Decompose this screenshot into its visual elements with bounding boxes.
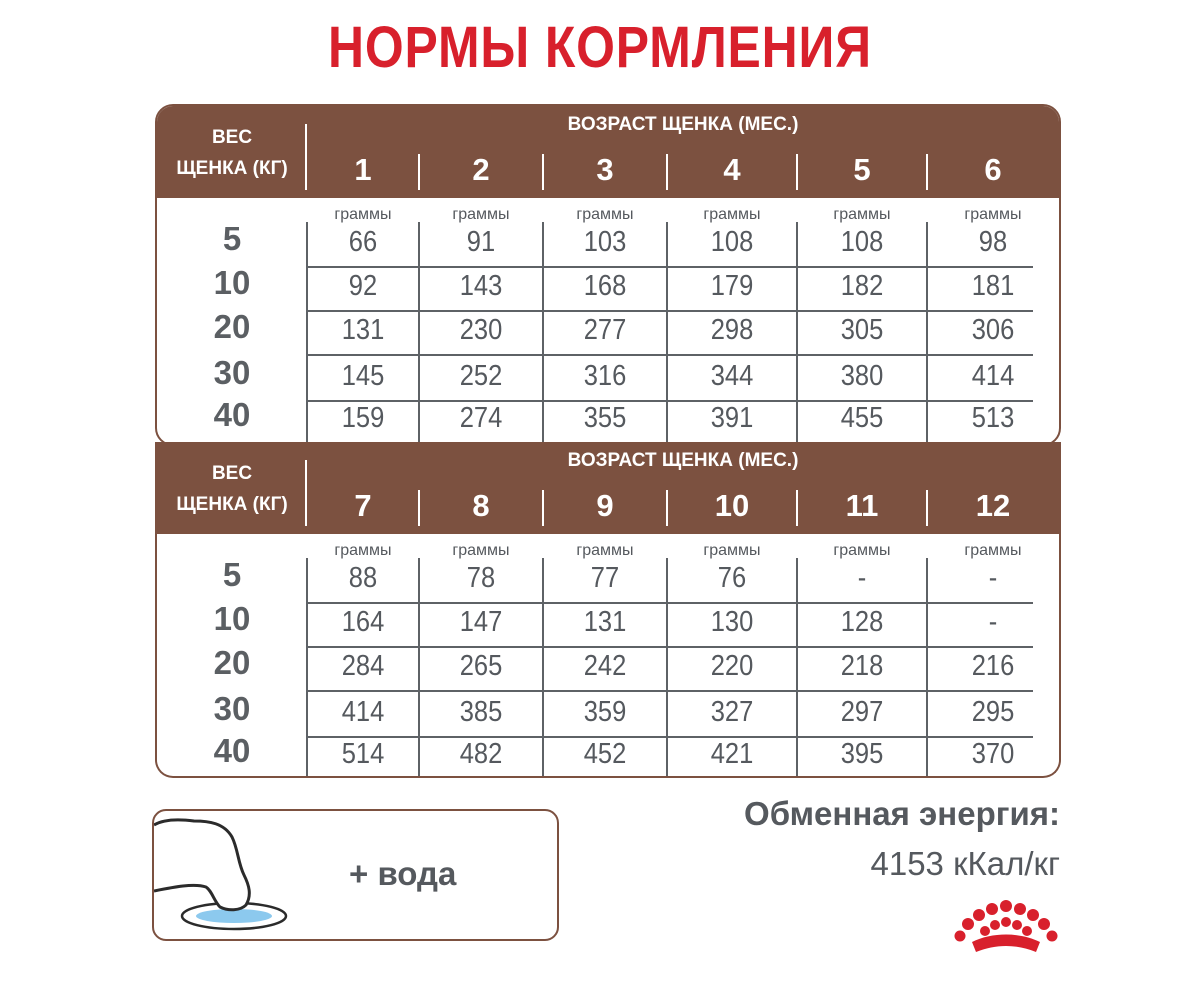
value-cell: 78 bbox=[466, 562, 496, 594]
unit-label: граммы bbox=[334, 542, 392, 559]
value-cell: 482 bbox=[459, 738, 503, 770]
value-cell: 305 bbox=[840, 314, 884, 346]
water-label: + вода bbox=[349, 855, 457, 892]
column-divider bbox=[796, 222, 798, 444]
value-cell: 316 bbox=[583, 360, 627, 392]
month-header-row bbox=[307, 150, 1059, 190]
month-divider bbox=[666, 154, 668, 190]
value-cell: 181 bbox=[971, 270, 1015, 302]
value-cell: 92 bbox=[348, 270, 378, 302]
row-divider bbox=[307, 354, 1033, 356]
value-cell: 252 bbox=[459, 360, 503, 392]
month-divider bbox=[418, 154, 420, 190]
weight-header-line-1: ВЕС bbox=[211, 127, 253, 148]
weight-cell: 20 bbox=[213, 308, 251, 345]
weight-cell: 30 bbox=[213, 354, 251, 391]
month-divider bbox=[542, 490, 544, 526]
value-cell: 91 bbox=[466, 226, 496, 258]
unit-label: граммы bbox=[334, 206, 392, 223]
column-divider bbox=[926, 558, 928, 776]
month-divider bbox=[796, 490, 798, 526]
value-cell: 391 bbox=[710, 402, 754, 434]
column-divider bbox=[926, 222, 928, 444]
value-cell: 355 bbox=[583, 402, 627, 434]
month-label: 6 bbox=[984, 152, 1002, 187]
value-cell: 220 bbox=[710, 650, 754, 682]
row-divider bbox=[307, 266, 1033, 268]
royal-canin-crown-logo bbox=[952, 898, 1060, 958]
month-label: 9 bbox=[596, 488, 614, 523]
weight-header-line-2: ЩЕНКА (КГ) bbox=[176, 158, 288, 179]
unit-label: граммы bbox=[833, 206, 891, 223]
value-cell: 395 bbox=[840, 738, 884, 770]
value-cell: 77 bbox=[590, 562, 620, 594]
value-cell: 168 bbox=[583, 270, 627, 302]
weight-cell: 40 bbox=[213, 396, 251, 433]
weight-cell: 5 bbox=[222, 220, 242, 257]
value-cell: 514 bbox=[341, 738, 385, 770]
weight-cell: 30 bbox=[213, 690, 251, 727]
value-cell: 179 bbox=[710, 270, 754, 302]
value-cell: 297 bbox=[840, 696, 884, 728]
weight-cell: 5 bbox=[222, 556, 242, 593]
weight-cell: 40 bbox=[213, 732, 251, 769]
month-divider bbox=[926, 154, 928, 190]
value-cell: 452 bbox=[583, 738, 627, 770]
value-cell: 88 bbox=[348, 562, 378, 594]
value-cell: 380 bbox=[840, 360, 884, 392]
month-header-row bbox=[307, 486, 1059, 526]
value-cell: 103 bbox=[583, 226, 627, 258]
value-cell: 242 bbox=[583, 650, 627, 682]
energy-label: Обменная энергия: bbox=[744, 795, 1060, 832]
month-divider bbox=[418, 490, 420, 526]
value-cell: 306 bbox=[971, 314, 1015, 346]
table-header bbox=[157, 106, 1059, 198]
row-divider bbox=[307, 310, 1033, 312]
column-divider bbox=[418, 558, 420, 776]
unit-label: граммы bbox=[452, 206, 510, 223]
value-cell: 230 bbox=[459, 314, 503, 346]
unit-label: граммы bbox=[452, 542, 510, 559]
row-divider bbox=[307, 400, 1033, 402]
value-cell: - bbox=[988, 562, 998, 594]
unit-label: граммы bbox=[703, 542, 761, 559]
value-cell: - bbox=[988, 606, 998, 638]
month-divider bbox=[666, 490, 668, 526]
weight-header bbox=[157, 122, 307, 184]
column-divider bbox=[796, 558, 798, 776]
value-cell: 108 bbox=[710, 226, 754, 258]
value-cell: 455 bbox=[840, 402, 884, 434]
month-label: 7 bbox=[354, 488, 372, 523]
value-cell: 370 bbox=[971, 738, 1015, 770]
value-cell: 98 bbox=[978, 226, 1008, 258]
value-cell: - bbox=[857, 562, 867, 594]
value-cell: 147 bbox=[459, 606, 503, 638]
value-cell: 131 bbox=[583, 606, 627, 638]
month-label: 12 bbox=[975, 488, 1011, 523]
column-divider bbox=[542, 222, 544, 444]
unit-label: граммы bbox=[576, 206, 634, 223]
value-cell: 218 bbox=[840, 650, 884, 682]
value-cell: 385 bbox=[459, 696, 503, 728]
unit-label: граммы bbox=[964, 206, 1022, 223]
weight-cell: 20 bbox=[213, 644, 251, 681]
value-cell: 298 bbox=[710, 314, 754, 346]
column-divider bbox=[666, 222, 668, 444]
month-label: 8 bbox=[472, 488, 490, 523]
value-cell: 414 bbox=[341, 696, 385, 728]
value-cell: 164 bbox=[341, 606, 385, 638]
month-divider bbox=[796, 154, 798, 190]
weight-cell: 10 bbox=[213, 600, 251, 637]
value-cell: 359 bbox=[583, 696, 627, 728]
row-divider bbox=[307, 736, 1033, 738]
unit-label: граммы bbox=[703, 206, 761, 223]
unit-label: граммы bbox=[833, 542, 891, 559]
value-cell: 182 bbox=[840, 270, 884, 302]
value-cell: 143 bbox=[459, 270, 503, 302]
dog-drinking-icon bbox=[154, 811, 304, 939]
month-label: 11 bbox=[845, 488, 879, 523]
row-divider bbox=[307, 690, 1033, 692]
value-cell: 327 bbox=[710, 696, 754, 728]
month-label: 1 bbox=[354, 152, 372, 187]
column-divider bbox=[542, 558, 544, 776]
weight-header bbox=[157, 458, 307, 520]
value-cell: 216 bbox=[971, 650, 1015, 682]
water-box bbox=[152, 809, 559, 941]
month-divider bbox=[926, 490, 928, 526]
unit-label: граммы bbox=[964, 542, 1022, 559]
row-divider bbox=[307, 646, 1033, 648]
feeding-table-1 bbox=[155, 104, 1061, 446]
value-cell: 277 bbox=[583, 314, 627, 346]
value-cell: 66 bbox=[348, 226, 378, 258]
value-cell: 344 bbox=[710, 360, 754, 392]
weight-cell: 10 bbox=[213, 264, 251, 301]
value-cell: 76 bbox=[717, 562, 747, 594]
age-header: ВОЗРАСТ ЩЕНКА (МЕС.) bbox=[567, 114, 799, 135]
value-cell: 284 bbox=[341, 650, 385, 682]
column-divider bbox=[418, 222, 420, 444]
month-label: 5 bbox=[853, 152, 871, 187]
row-divider bbox=[307, 602, 1033, 604]
value-cell: 108 bbox=[840, 226, 884, 258]
month-label: 3 bbox=[596, 152, 614, 187]
weight-header-line-2: ЩЕНКА (КГ) bbox=[176, 494, 288, 515]
energy-value: 4153 кКал/кг bbox=[870, 845, 1060, 882]
column-divider bbox=[666, 558, 668, 776]
value-cell: 130 bbox=[710, 606, 754, 638]
value-cell: 159 bbox=[341, 402, 385, 434]
value-cell: 414 bbox=[971, 360, 1015, 392]
month-label: 10 bbox=[714, 488, 750, 523]
value-cell: 274 bbox=[459, 402, 503, 434]
page-title: НОРМЫ КОРМЛЕНИЯ bbox=[328, 15, 872, 80]
value-cell: 131 bbox=[341, 314, 385, 346]
feeding-table-2 bbox=[155, 442, 1061, 778]
value-cell: 295 bbox=[971, 696, 1015, 728]
value-cell: 265 bbox=[459, 650, 503, 682]
table-header bbox=[157, 442, 1059, 534]
value-cell: 513 bbox=[971, 402, 1015, 434]
value-cell: 128 bbox=[840, 606, 884, 638]
month-label: 2 bbox=[472, 152, 490, 187]
month-divider bbox=[542, 154, 544, 190]
value-cell: 145 bbox=[341, 360, 385, 392]
weight-header-line-1: ВЕС bbox=[211, 463, 253, 484]
value-cell: 421 bbox=[710, 738, 754, 770]
month-label: 4 bbox=[723, 152, 741, 187]
unit-label: граммы bbox=[576, 542, 634, 559]
age-header: ВОЗРАСТ ЩЕНКА (МЕС.) bbox=[567, 450, 799, 471]
